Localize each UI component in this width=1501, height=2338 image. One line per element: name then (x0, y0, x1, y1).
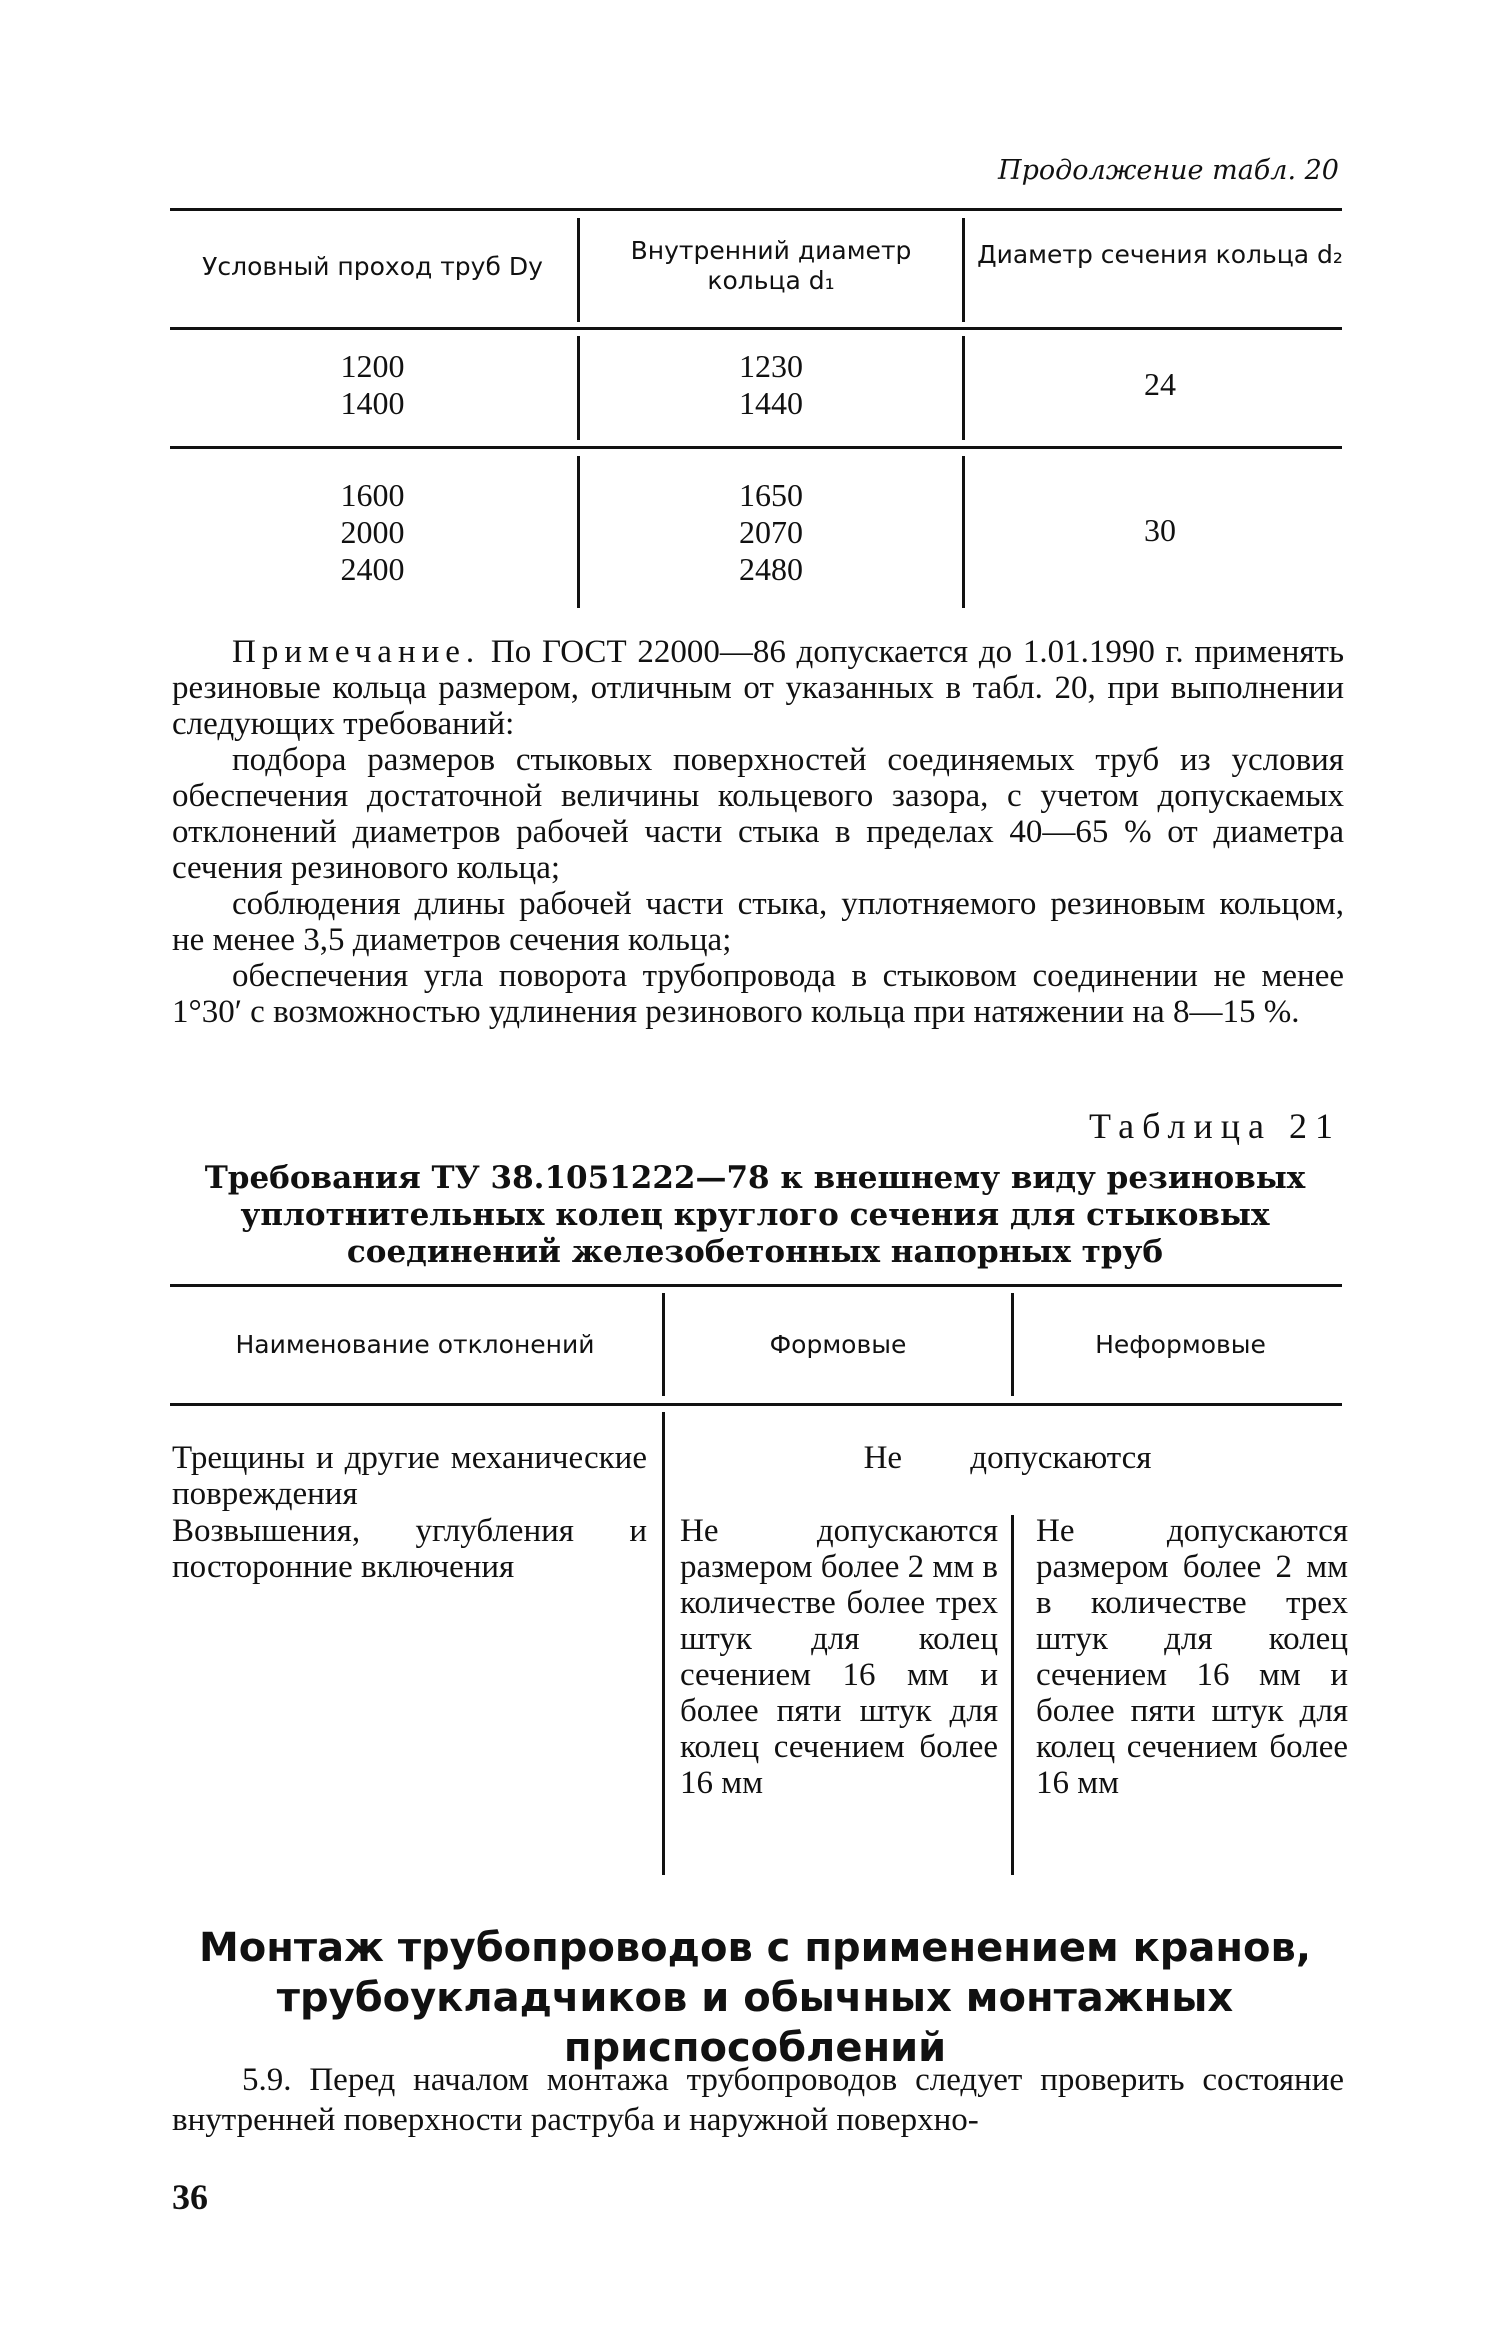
column-divider (577, 456, 580, 608)
note-item: обеспечения угла поворота трубопровода в стыковом соединении не менее 1°30′ с возможностью удлинения резинового кольца при натяжении на 8—15 %. (172, 958, 1344, 1030)
column-header: Неформовые (1095, 1330, 1266, 1359)
column-divider (962, 336, 965, 440)
cell-value: 2070 (739, 514, 803, 550)
cell-value: 1200 (340, 348, 405, 384)
merged-cell: Не допускаются (863, 1440, 1152, 1476)
column-header: Внутренний диаметр кольца d₁ (630, 236, 912, 295)
column-header: Условный проход труб Dу (202, 252, 543, 281)
note-label: Примечание. (232, 634, 481, 670)
column-divider (662, 1412, 665, 1875)
body-paragraph: 5.9. Перед началом монтажа трубопроводов следует проверить состояние внутренней поверхности раструба и наружной поверхно- (172, 2062, 1344, 2138)
column-divider (577, 336, 580, 440)
table-cell-d2: 24 (1144, 366, 1176, 402)
cell-value: 2480 (739, 551, 803, 587)
cell-value: 1230 (739, 348, 803, 384)
table-continuation-label: Продолжение табл. 20 (998, 155, 1339, 186)
column-divider (962, 218, 965, 322)
column-header: Наименование отклонений (235, 1330, 595, 1359)
cell-value: 2400 (340, 551, 405, 587)
table-rule (170, 327, 1342, 330)
note-item: подбора размеров стыковых поверхностей соединяемых труб из условия обеспечения достаточной величины кольцевого зазора, с учетом допускаемых отклонений диаметров рабочей части стыка в пределах 40—65 % от диаметра сечения резинового кольца; (172, 742, 1344, 886)
column-divider (577, 218, 580, 322)
table-cell-d2: 30 (1144, 512, 1176, 548)
unformed-cell: Не допускаются размером более 2 мм в количестве трех штук для колец сечением 16 мм и более пяти штук для колец сечением более 16 мм (1036, 1513, 1348, 1801)
column-divider (962, 456, 965, 608)
table-cell-d1 (585, 348, 957, 422)
table-label: Таблица 21 (1089, 1106, 1341, 1146)
table-cell-d1 (585, 477, 957, 588)
formed-cell: Не допускаются размером более 2 мм в количестве более трех штук для колец сечением 16 мм и более пяти штук для колец сечением более 16 мм (680, 1513, 998, 1801)
column-header: Формовые (769, 1330, 907, 1359)
column-divider (1011, 1515, 1014, 1875)
table-cell-dy (170, 348, 575, 422)
table-title: Требования ТУ 38.1051222—78 к внешнему виду резиновых уплотнительных колец круглого сечения для стыковых соединений железобетонных напорных труб (204, 1160, 1306, 1270)
table-cell-dy (170, 477, 575, 588)
row-name: Трещины и другие механические повреждения (172, 1440, 647, 1512)
table-rule (170, 1403, 1342, 1406)
page-number: 36 (172, 2177, 208, 2217)
cell-value: 1650 (739, 477, 803, 513)
note-text: По ГОСТ 22000—86 допускается до 1.01.1990 г. применять резиновые кольца размером, отличным от указанных в табл. 20, при выполнении следующих требований: (172, 634, 1344, 742)
table-rule (170, 446, 1342, 449)
note-block (172, 634, 1344, 1030)
note-item: соблюдения длины рабочей части стыка, уплотняемого резиновым кольцом, не менее 3,5 диаметров сечения кольца; (172, 886, 1344, 958)
cell-value: 2000 (340, 514, 405, 550)
column-divider (1011, 1293, 1014, 1396)
cell-value: 1440 (739, 385, 803, 421)
column-divider (662, 1293, 665, 1396)
table-rule (170, 208, 1342, 211)
cell-value: 1400 (340, 385, 405, 421)
row-name: Возвышения, углубления и посторонние включения (172, 1513, 647, 1585)
column-header: Диаметр сечения кольца d₂ (977, 240, 1343, 269)
cell-value: 1600 (340, 477, 405, 513)
section-title: Монтаж трубопроводов с применением кранов, трубоукладчиков и обычных монтажных приспособлений (198, 1925, 1312, 2071)
table-rule (170, 1284, 1342, 1287)
